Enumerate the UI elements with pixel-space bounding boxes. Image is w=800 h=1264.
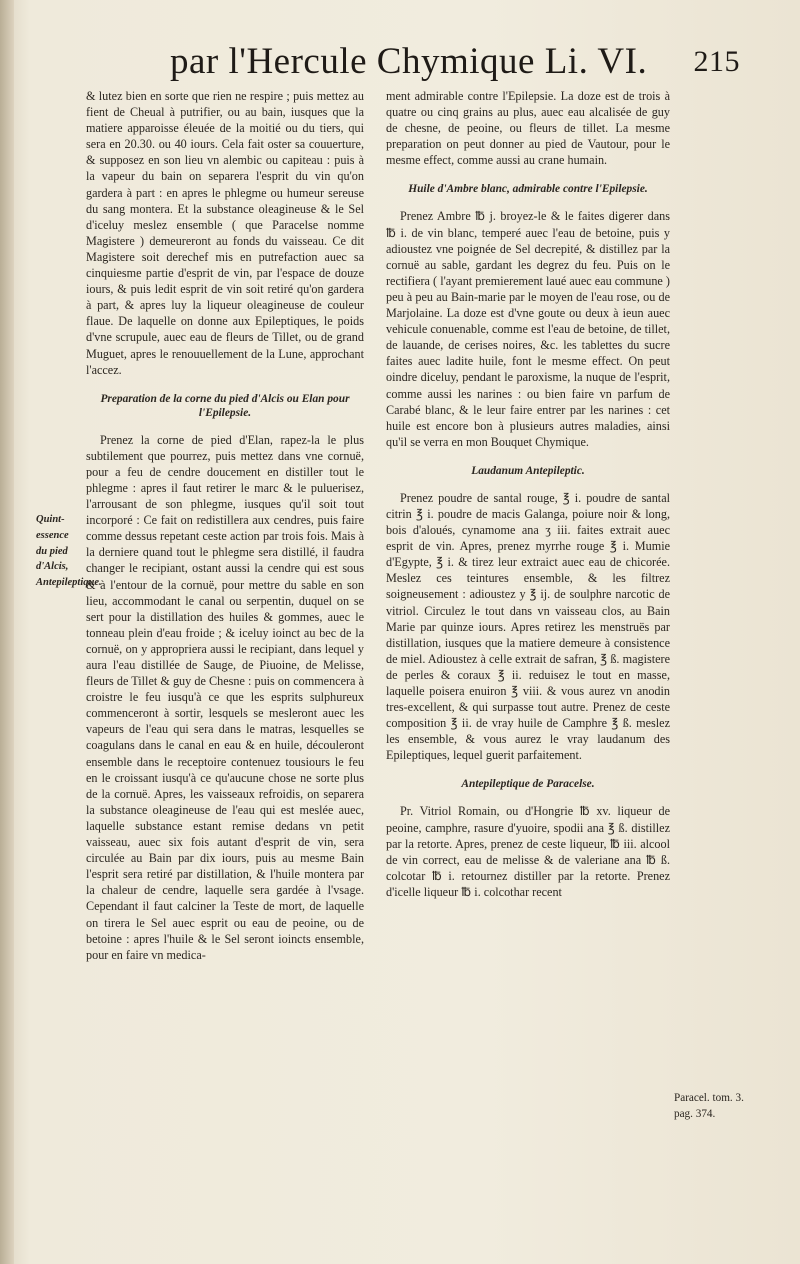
page-spine-shadow — [0, 0, 14, 1264]
right-heading-2: Laudanum Antepileptic. — [471, 464, 585, 477]
left-column — [86, 88, 364, 963]
left-paragraph-1: & lutez bien en sorte que rien ne respire ; puis mettez au fient de Cheual à putrifier, ou au bain, iusques que la matiere apparoisse éleuée de la moitié ou du tiers, qui sera en 20.30. ou 40 iours. Cela fait oster sa couuerture, & supposez en son lieu vn alembic ou capiteau : puis à la vapeur du bain on separera l'esprit du vin qu'on gardera à part : en apres le phlegme ou humeur sereuse du sang montera. Et la substance oleagineuse & le Sel d'iceluy meslez ensemble ( que Paracelse nomme Magistere ) demeureront au fonds du vaisseau. Ce dit Magistere soit derechef mis en putrefaction auec sa cinquiesme partie d'esprit de vin, par l'espace de douze iours, & puis ledit esprit de vin soit retiré qu'on gardera à part, & apres luy la liqueur oleagineuse de couleur flaue. De laquelle on donne aux Epileptiques, le poids d'vne scrupule, auec eau de fleurs de Tillet, ou de grand Muguet, apres le renouuellement de la Lune, approchant l'accez. — [86, 89, 364, 377]
right-column — [386, 88, 670, 900]
running-head-title: par l'Hercule Chymique Li. VI. — [170, 41, 648, 82]
right-paragraph-2: Prenez Ambre ℔ j. broyez-le & le faites digerer dans ℔ i. de vin blanc, temperé auec l'eau de betoine, puis y adioustez vne poignée de Sel decrepité, & distillez par la cornuë au sable, gardant les degrez du feu. Puis on le rectifiera ( l'ayant premierement laué auec eau commune ) peu à peu au Bain-marie par le moyen de l'eau rose, ou de Marjolaine. La doze est d'vne goute ou deux à ieun auec vehicule conuenable, comme est l'eau de betoine, de tillet, de lauande, de cerises noires, &c. les tablettes du sucre faites auec ladite huile, font le mesme effect. On peut oindre diceluy, pendant le paroxisme, la nuque de l'esprit, comme aussi les narines : ou bien faire vn parfum de Carabé blanc, & le leur faire entrer par les narines : cet huile est encore bon à plusieurs autres maladies, ainsi qu'il se verra en mon Bouquet Chymique. — [386, 209, 670, 449]
running-head — [170, 40, 740, 84]
right-paragraph-3: Prenez poudre de santal rouge, ℥ i. poudre de santal citrin ℥ i. poudre de macis Galanga, poiure noir & long, bois d'aloués, cynamome ana ʒ iii. faites extrait auec esprit de vin. Apres, prenez myrrhe rouge ℥ i. Mumie d'Egypte, ℥ i. & tirez leur extraict auec eau de chicorée. Meslez ces teintures ensemble, & les filtrez soigneusement : adioustez y ℥ ij. de soulphre narcotic de vitriol. Circulez le tout dans vn vaisseau clos, au Bain Marie par quinze iours. Apres retirez les menstruës par distillation, iusques que la matiere demeure à consistence de miel. Adioustez à celle extrait de safran, ℥ ß. magistere de perles & coraux ℥ ii. reduisez le tout en masse, laquelle poisera enuiron ℥ viii. & vous aurez vn anodin tres-excellent, & qui surpasse tout autre. Prenez de ceste composition ℥ ii. de vray huile de Camphre ℥ ß. meslez les ensemble, & vous aurez le vray laudanum des Epileptiques, lequel guerit parfaitement. — [386, 490, 670, 763]
right-paragraph-1: ment admirable contre l'Epilepsie. La doze est de trois à quatre ou cinq grains au plus, auec eau alcalisée de guy de chesne, de peoine, ou fleurs de tillet. La mesme preparation on peut donner au pied de Vautour, pour le mesme effect, comme aussi au crane humain. — [386, 89, 670, 168]
left-paragraph-2: Prenez la corne de pied d'Elan, rapez-la le plus subtilement que pourrez, puis mettez dans vne cornuë, pour a feu de cendre doucement en distiller tout le phlegme : apres il faut retirer le marc & le puluerisez, l'arrousant de son phlegme, iusques qu'il soit tout incorporé : Ce fait on redistillera aux cendres, puis faire comme dessus repetant ceste action par trois fois. Mais à la derniere quand tout le phlegme sera distillé, il faudra changer le recipiant, ostant aussi la cendre qui est sous & à l'entour de la cornuë, pour mettre du sable en son lieu, accommodant le canal ou serpentin, duquel on se sert pour la distillation des huiles & gommes, auec le tonneau plein d'eau froide ; & iceluy ioinct au bec de la cornuë, on y appropriera aussi le recipiant, dans lequel y aura l'eau distillée de Sauge, de Piuoine, de Melisse, fleurs de Tillet & guy de Chesne : puis on commencera à croistre le feu iusqu'à ce que les esprits sulphureux commenceront à sortir, lesquels se mesleront auec les vapeurs de l'eau qui sera dans le matras, lesquelles se coagulans dans le canal en eau & en huile, découleront ensemble dans le receptoire contenuez tousiours le feu en le croissant iusqu'à ce qu'aucune chose ne sorte plus de la cornuë. Apres, les vaisseaux refroidis, on separera la substance oleagineuse de l'eau qui est meslée auec, laquelle substance estant remise dedans vn petit vaisseau, auec six fois autant d'esprit de vin, sera circulée au Bain par dix iours, puis au mesme Bain l'esprit sera retiré par distillation, & l'huile montera par la chaleur de cendre, laquelle sera gardée à l'vsage. Cependant il faut calciner la Teste de mort, de laquelle on tirera le Sel auec esprit ou eau de peoine, ou de betoine : apres l'huile & le Sel seront ioincts ensemble, pour en faire vn medica- — [86, 432, 364, 962]
right-heading-3: Antepileptique de Paracelse. — [461, 778, 595, 791]
left-heading-1: Preparation de la corne du pied d'Alcis ou Elan pour l'Epilepsie. — [100, 392, 350, 419]
left-marginal-note: Quint-essence du pied d'Alcis, Antepileptique. — [36, 514, 102, 589]
page-number: 215 — [693, 45, 740, 78]
right-paragraph-4: Pr. Vitriol Romain, ou d'Hongrie ℔ xv. liqueur de peoine, camphre, rasure d'yuoire, spodii ana ℥ ß. distillez par la retorte. Apres, prenez de ceste liqueur, ℔ iii. alcool de vin correct, eau de melisse & de valeriane ana ℔ ß. colcotar ℔ i. retournez distiller par la retorte. Prenez d'icelle liqueur ℔ i. colcothar recent — [386, 804, 670, 899]
right-marginal-note: Paracel. tom. 3. pag. 374. — [674, 1092, 744, 1120]
right-heading-1: Huile d'Ambre blanc, admirable contre l'Epilepsie. — [408, 183, 648, 196]
